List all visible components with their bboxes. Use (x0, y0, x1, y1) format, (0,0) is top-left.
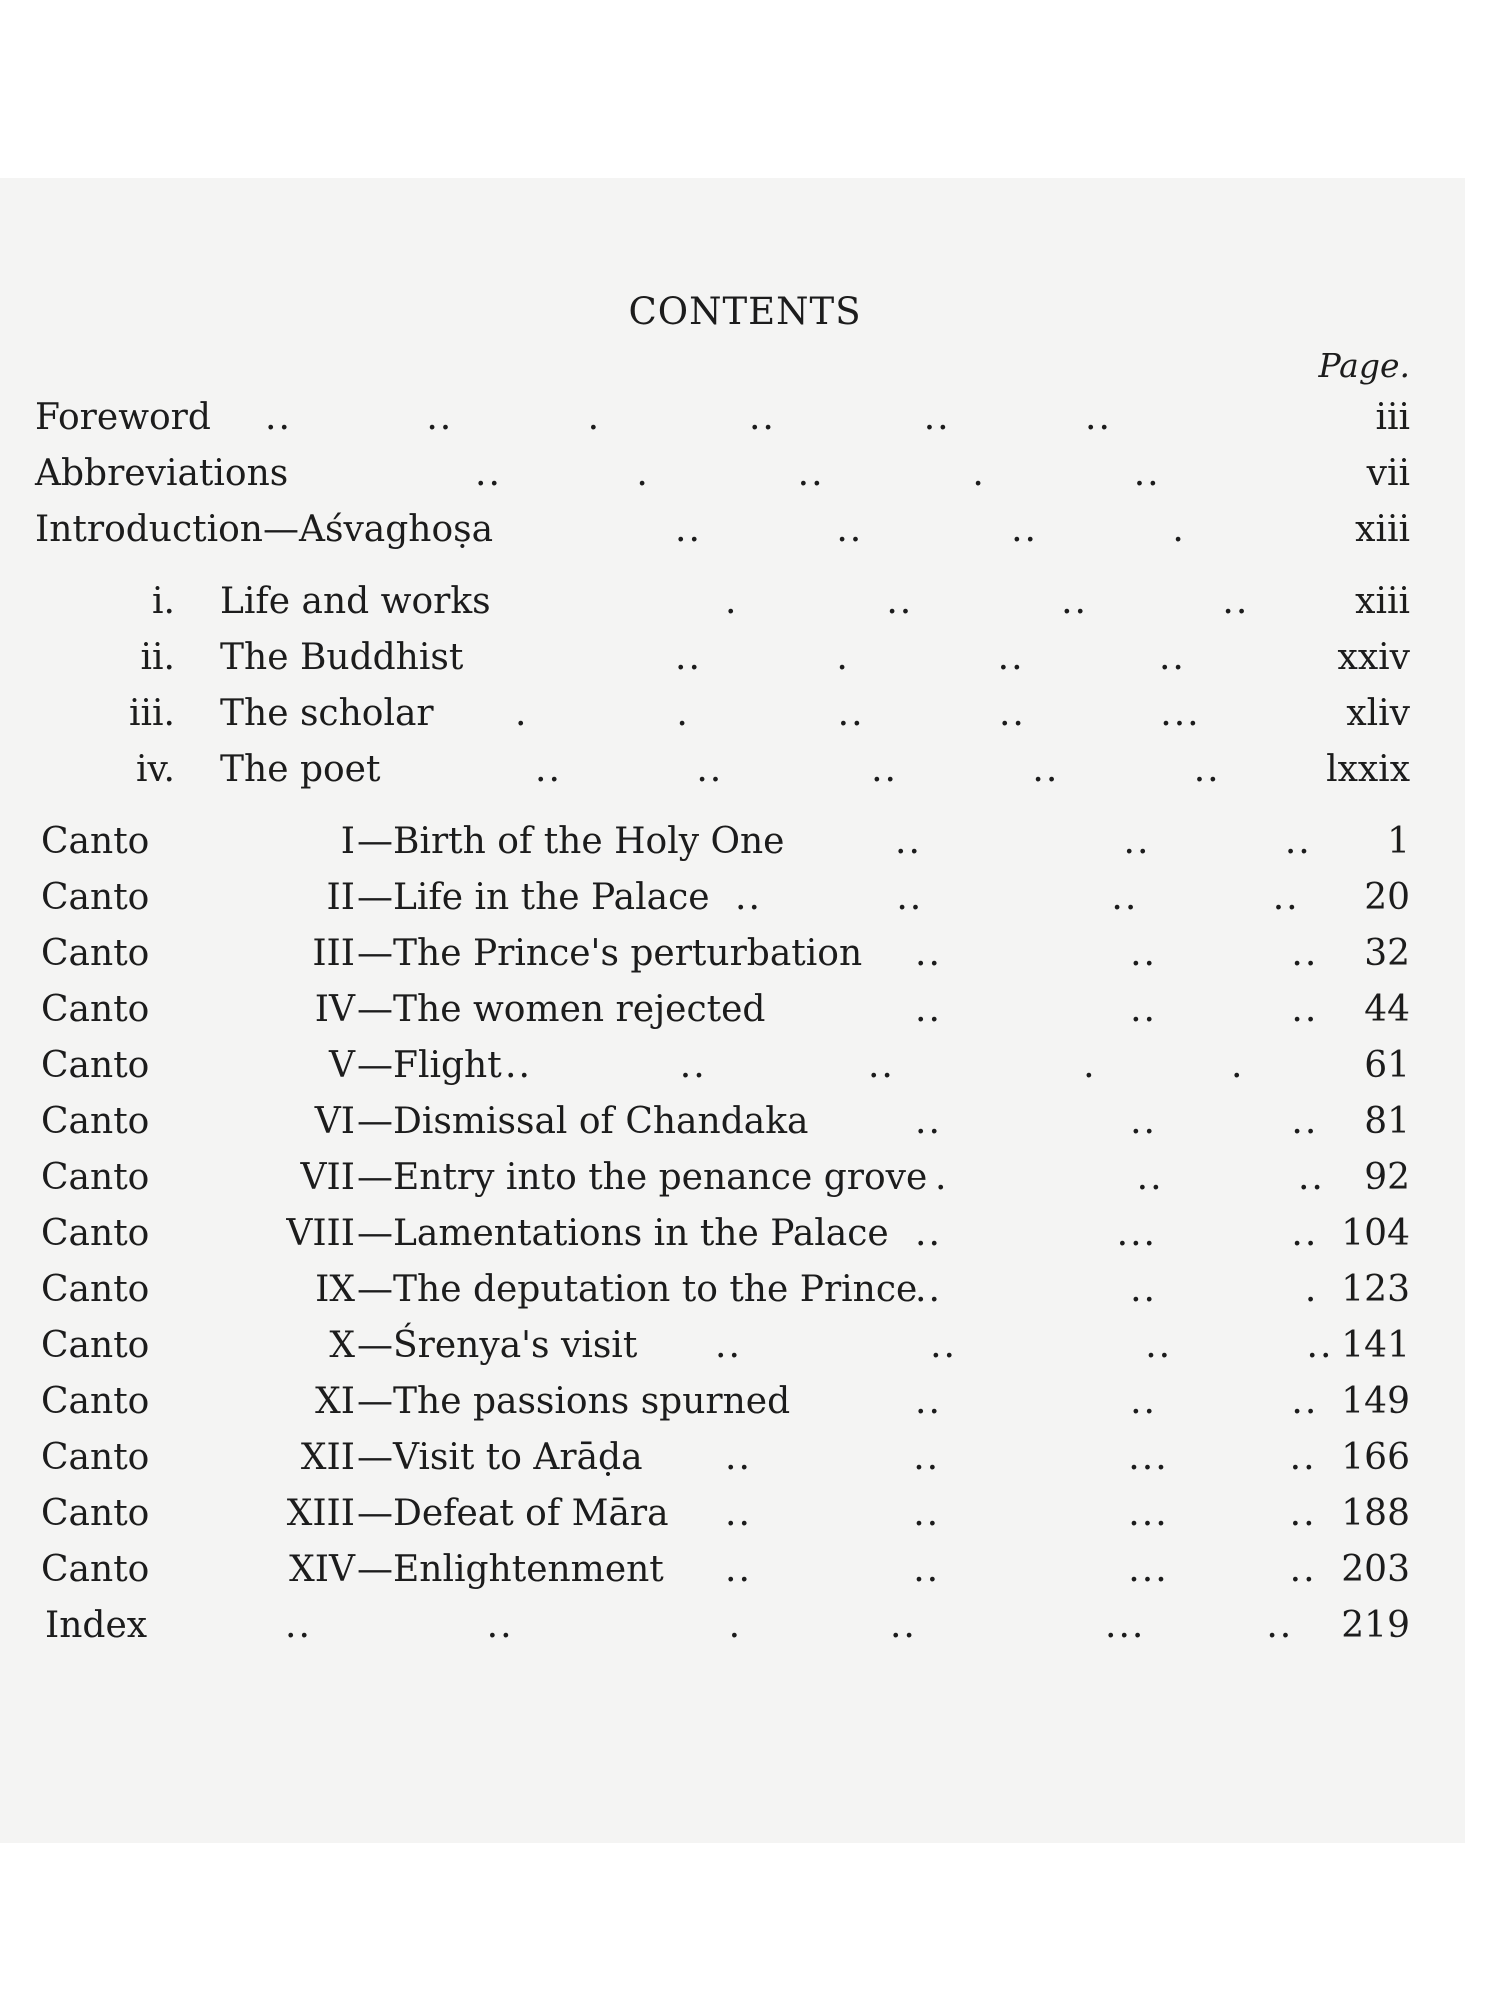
canto-title: The deputation to the Prince (393, 1269, 918, 1310)
toc-row-abbreviations (35, 446, 1435, 502)
dot-leader: .. ... .. (915, 1213, 1319, 1254)
canto-word: Canto (41, 1549, 150, 1590)
canto-word: Canto (41, 1157, 150, 1198)
dot-leader: .. .. .. . . (505, 1045, 1245, 1086)
toc-page-number: lxxix (1326, 749, 1410, 790)
page-column-header: Page. (1318, 346, 1410, 385)
toc-page-number: 92 (1364, 1157, 1410, 1198)
dash: — (357, 821, 393, 862)
canto-numeral: V (329, 1045, 355, 1086)
dot-leader: .. . .. . .. (475, 453, 1161, 494)
canto-title: The women rejected (393, 989, 766, 1030)
canto-numeral: XIII (286, 1493, 355, 1534)
toc-row-canto (35, 1374, 1435, 1430)
toc-page-number: xxiv (1337, 637, 1410, 678)
toc-row-canto (35, 1262, 1435, 1318)
toc-page-number: 104 (1341, 1213, 1410, 1254)
dot-leader: . .. .. .. (725, 581, 1250, 622)
dot-leader: .. .. .. (915, 1101, 1319, 1142)
canto-numeral: XII (300, 1437, 355, 1478)
canto-word: Canto (41, 1381, 150, 1422)
section-numeral: iv. (135, 749, 175, 790)
toc-page-number: xiii (1355, 581, 1410, 622)
toc-row-section-i (35, 574, 1435, 630)
dot-leader: .. .. .. (895, 821, 1312, 862)
toc-page-number: 166 (1341, 1437, 1410, 1478)
canto-numeral: IX (315, 1269, 355, 1310)
dash: — (357, 1101, 393, 1142)
canto-title: Defeat of Māra (393, 1493, 669, 1534)
toc-page-number: 44 (1364, 989, 1410, 1030)
toc-page-number: xliv (1346, 693, 1410, 734)
section-numeral: iii. (129, 693, 175, 734)
toc-page-number: xiii (1355, 509, 1410, 550)
toc-row-canto (35, 814, 1435, 870)
canto-word: Canto (41, 1213, 150, 1254)
canto-numeral: III (312, 933, 355, 974)
canto-title: The Prince's perturbation (393, 933, 863, 974)
toc-page-number: 219 (1341, 1605, 1410, 1646)
dash: — (357, 1549, 393, 1590)
dash: — (357, 1157, 393, 1198)
toc-page-number: 32 (1364, 933, 1410, 974)
dash: — (357, 1381, 393, 1422)
dot-leader: .. .. ... .. (725, 1493, 1317, 1534)
dot-leader: .. .. .. . (675, 509, 1186, 550)
dash: — (357, 933, 393, 974)
canto-numeral: VIII (286, 1213, 355, 1254)
canto-title: Lamentations in the Palace (393, 1213, 889, 1254)
toc-row-canto (35, 1094, 1435, 1150)
toc-entries (35, 390, 1435, 1654)
dot-leader: .. .. .. .. .. (535, 749, 1221, 790)
page-title: CONTENTS (628, 290, 862, 333)
toc-entry-label: Index (45, 1605, 148, 1646)
canto-title: Śrenya's visit (393, 1325, 638, 1366)
canto-title: Life in the Palace (393, 877, 710, 918)
canto-title: Dismissal of Chandaka (393, 1101, 809, 1142)
toc-row-canto (35, 982, 1435, 1038)
canto-numeral: IV (314, 989, 355, 1030)
canto-word: Canto (41, 1101, 150, 1142)
toc-row-canto (35, 1430, 1435, 1486)
dash: — (357, 1045, 393, 1086)
canto-word: Canto (41, 1493, 150, 1534)
canto-numeral: VI (314, 1101, 355, 1142)
toc-row-canto (35, 926, 1435, 982)
toc-row-canto (35, 1318, 1435, 1374)
canto-numeral: VII (300, 1157, 355, 1198)
dot-leader: .. .. .. .. (735, 877, 1300, 918)
toc-page-number: 61 (1364, 1045, 1410, 1086)
toc-row-index (35, 1598, 1435, 1654)
toc-entry-label: The scholar (220, 693, 434, 734)
canto-word: Canto (41, 933, 150, 974)
canto-numeral: I (340, 821, 355, 862)
section-numeral: i. (152, 581, 175, 622)
canto-title: Visit to Arāḍa (393, 1437, 643, 1478)
toc-entry-label: The Buddhist (220, 637, 464, 678)
canto-numeral: XI (315, 1381, 355, 1422)
toc-page-number: vii (1366, 453, 1410, 494)
canto-title: Entry into the penance grove (393, 1157, 928, 1198)
toc-entry-label: Introduction—Aśvaghoṣa (35, 509, 494, 550)
toc-row-canto (35, 1486, 1435, 1542)
dash: — (357, 1437, 393, 1478)
toc-entry-label: The poet (220, 749, 381, 790)
dot-leader: . .. .. (935, 1157, 1325, 1198)
toc-row-canto (35, 1206, 1435, 1262)
canto-title: Birth of the Holy One (393, 821, 785, 862)
toc-row-canto (35, 870, 1435, 926)
dot-leader: .. .. . .. .. .. (265, 397, 1112, 438)
toc-row-section-iii (35, 686, 1435, 742)
dash: — (357, 989, 393, 1030)
canto-word: Canto (41, 1437, 150, 1478)
canto-word: Canto (41, 877, 150, 918)
canto-word: Canto (41, 1325, 150, 1366)
canto-title: The passions spurned (393, 1381, 791, 1422)
dot-leader: .. .. .. .. (715, 1325, 1334, 1366)
canto-word: Canto (41, 989, 150, 1030)
dash: — (357, 1493, 393, 1534)
section-numeral: ii. (140, 637, 175, 678)
toc-row-canto (35, 1542, 1435, 1598)
dot-leader: .. .. .. (915, 933, 1319, 974)
toc-row-section-iv (35, 742, 1435, 798)
dot-leader: .. .. .. (915, 989, 1319, 1030)
toc-page-number: 203 (1341, 1549, 1410, 1590)
toc-page-number: 188 (1341, 1493, 1410, 1534)
canto-numeral: II (326, 877, 355, 918)
dot-leader: .. .. ... .. (725, 1549, 1317, 1590)
toc-entry-label: Foreword (35, 397, 211, 438)
toc-entry-label: Abbreviations (35, 453, 289, 494)
toc-entry-label: Life and works (220, 581, 491, 622)
toc-page-number: 141 (1341, 1325, 1410, 1366)
dash: — (357, 1325, 393, 1366)
toc-page-number: 20 (1364, 877, 1410, 918)
toc-page-number: 123 (1341, 1269, 1410, 1310)
toc-page-number: iii (1375, 397, 1410, 438)
toc-row-section-ii (35, 630, 1435, 686)
toc-row-foreword (35, 390, 1435, 446)
dot-leader: .. .. . (915, 1269, 1319, 1310)
dot-leader: .. .. .. (915, 1381, 1319, 1422)
canto-title: Enlightenment (393, 1549, 664, 1590)
dot-leader: .. .. . .. ... .. (285, 1605, 1294, 1646)
dot-leader: . . .. .. ... (515, 693, 1201, 734)
canto-word: Canto (41, 1045, 150, 1086)
toc-row-canto (35, 1038, 1435, 1094)
dash: — (357, 1269, 393, 1310)
canto-numeral: XIV (289, 1549, 355, 1590)
canto-word: Canto (41, 821, 150, 862)
canto-word: Canto (41, 1269, 150, 1310)
canto-title: Flight (393, 1045, 502, 1086)
dot-leader: .. .. ... .. (725, 1437, 1317, 1478)
dot-leader: .. . .. .. (675, 637, 1186, 678)
dash: — (357, 1213, 393, 1254)
toc-page-number: 81 (1364, 1101, 1410, 1142)
toc-row-canto (35, 1150, 1435, 1206)
toc-page-number: 1 (1387, 821, 1410, 862)
canto-numeral: X (329, 1325, 355, 1366)
toc-page-number: 149 (1341, 1381, 1410, 1422)
dash: — (357, 877, 393, 918)
toc-row-introduction (35, 502, 1435, 558)
